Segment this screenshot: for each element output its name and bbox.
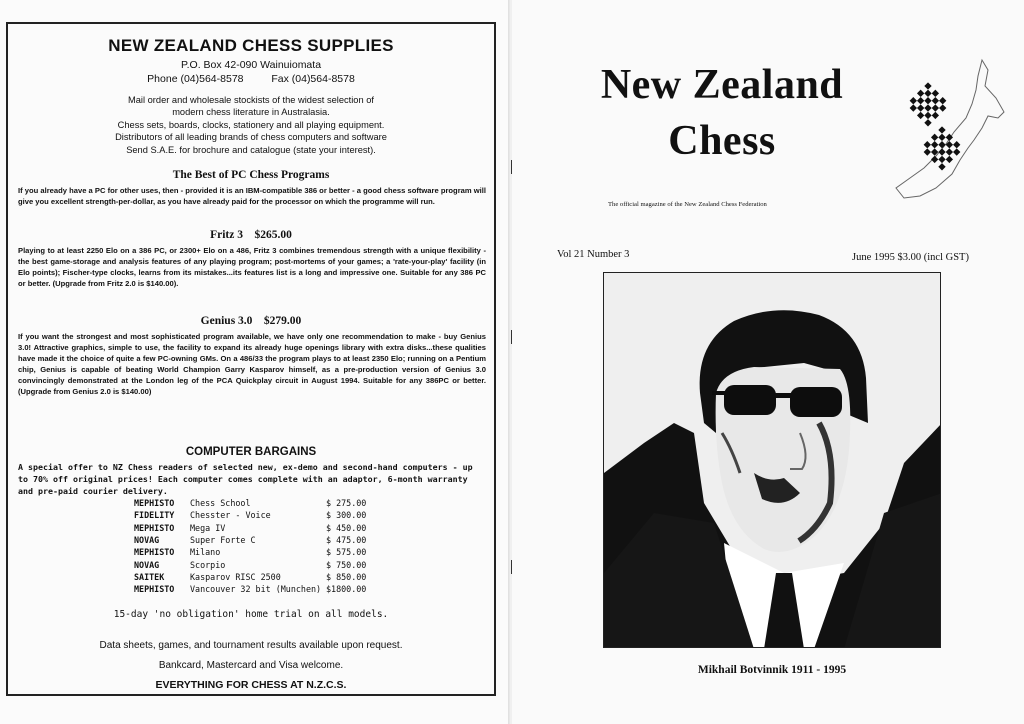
table-row xyxy=(134,497,386,509)
table-row xyxy=(134,546,386,558)
table-row xyxy=(134,522,386,534)
address-line: P.O. Box 42-090 Wainuiomata xyxy=(180,59,322,71)
genius-heading: Genius 3.0 $279.00 xyxy=(200,315,302,327)
genius-text: If you want the strongest and most sophisticated program available, we have only one recommendation to make - buy Genius 3.0! Attractive graphics, simple to use, the facility to expand its already huge openings library with extra disks...these qualities have made it the choice of quite a few PC-owning GMs. On a 486/33 the program plays to at least 2350 Elo; running on a Pentium chip, Genius is capable of beating World Champion Garry Kasparov himself, as a pre-production version of Genius 3.0 convincingly demonstrated at the London leg of the PCA Quickplay circuit in August 1994. Suitable for any 386PC or better. (Upgrade from Genius 2.0 is $140.00) xyxy=(18,332,486,397)
product-brand: FIDELITY xyxy=(134,510,175,521)
product-model: Chess School xyxy=(190,498,251,509)
bargains-text: A special offer to NZ Chess readers of selected new, ex-demo and second-hand computers - up to 70% off original prices! Each computer comes complete with an adaptor, 6-month warranty and pre-paid courier delivery. xyxy=(18,462,473,496)
product-model: Mega IV xyxy=(190,522,226,533)
product-brand: NOVAG xyxy=(134,559,160,570)
intro-line: Distributors of all leading brands of chess computers and software xyxy=(115,132,387,142)
best-pc-text: If you already have a PC for other uses, then - provided it is an IBM-compatible 386 or better - a good chess software program will give you excellent strength-per-dollar, as you have already paid for the processor on which the programme will run. xyxy=(18,186,486,207)
product-price: $1800.00 xyxy=(326,584,367,595)
photo-caption: Mikhail Botvinnik 1911 - 1995 xyxy=(697,664,847,676)
ad-footer: EVERYTHING FOR CHESS AT N.Z.C.S. xyxy=(155,679,347,691)
product-model: Scorpio xyxy=(190,559,226,570)
magazine-title-line1: New Zealand xyxy=(600,62,844,108)
product-price: $ 450.00 xyxy=(326,522,367,533)
magazine-tagline: The official magazine of the New Zealand Chess Federation xyxy=(608,201,767,208)
product-brand: NOVAG xyxy=(134,535,160,546)
intro-line: Chess sets, boards, clocks, stationery and all playing equipment. xyxy=(117,120,385,130)
table-row xyxy=(134,509,386,521)
intro-line: modern chess literature in Australasia. xyxy=(172,107,330,117)
fax-number: Fax (04)564-8578 xyxy=(271,73,355,85)
intro-line: Mail order and wholesale stockists of the widest selection of xyxy=(128,95,374,105)
product-model: Chesster - Voice xyxy=(190,510,271,521)
table-row xyxy=(134,534,386,546)
product-model: Kasparov RISC 2500 xyxy=(190,571,281,582)
magazine-title-line2: Chess xyxy=(668,118,776,164)
table-row xyxy=(134,583,386,595)
product-price: $ 275.00 xyxy=(326,498,367,509)
ad-title: NEW ZEALAND CHESS SUPPLIES xyxy=(108,36,394,55)
table-row xyxy=(134,571,386,583)
phone-fax-line xyxy=(8,73,494,85)
nz-chessboard-map-icon xyxy=(884,56,1010,206)
table-row xyxy=(134,558,386,570)
product-price: $ 575.00 xyxy=(326,547,367,558)
price-table xyxy=(134,497,386,595)
fritz-text: Playing to at least 2250 Elo on a 386 PC, or 2300+ Elo on a 486, Fritz 3 combines tremendous strength with a unique flexibility - the best game-storage and analysis features of any playing program; post-mortems of your games; a 'rate-your-play' facility (in Elo points); Fischer-type clocks, learns from its mistakes...its features list is a long and impressive one. Suitable for any 386 PC or better. (Upgrade from Fritz 2.0 is $140.00). xyxy=(18,246,486,289)
product-price: $ 475.00 xyxy=(326,535,367,546)
product-price: $ 750.00 xyxy=(326,559,367,570)
product-brand: MEPHISTO xyxy=(134,584,175,595)
issue-date-price: June 1995 $3.00 (incl GST) xyxy=(852,252,969,263)
bargains-heading: COMPUTER BARGAINS xyxy=(185,446,317,458)
product-price: $ 850.00 xyxy=(326,571,367,582)
intro-line: Send S.A.E. for brochure and catalogue (state your interest). xyxy=(126,145,376,155)
product-price: $ 300.00 xyxy=(326,510,367,521)
product-model: Milano xyxy=(190,547,221,558)
right-page xyxy=(512,0,1024,724)
volume-number: Vol 21 Number 3 xyxy=(557,249,630,260)
cards-note: Bankcard, Mastercard and Visa welcome. xyxy=(158,660,344,671)
product-brand: MEPHISTO xyxy=(134,522,175,533)
phone-number: Phone (04)564-8578 xyxy=(147,73,244,85)
fritz-heading: Fritz 3 $265.00 xyxy=(210,229,292,241)
advertisement-box xyxy=(6,22,496,696)
best-pc-heading: The Best of PC Chess Programs xyxy=(172,169,330,181)
product-brand: SAITEK xyxy=(134,571,165,582)
product-brand: MEPHISTO xyxy=(134,547,175,558)
data-sheets-note: Data sheets, games, and tournament results available upon request. xyxy=(99,640,403,651)
trial-offer: 15-day 'no obligation' home trial on all models. xyxy=(113,609,389,620)
botvinnik-portrait-image xyxy=(604,273,941,648)
product-model: Super Forte C xyxy=(190,535,256,546)
product-brand: MEPHISTO xyxy=(134,498,175,509)
portrait-photo xyxy=(603,272,941,648)
product-model: Vancouver 32 bit (Munchen) xyxy=(190,584,322,595)
